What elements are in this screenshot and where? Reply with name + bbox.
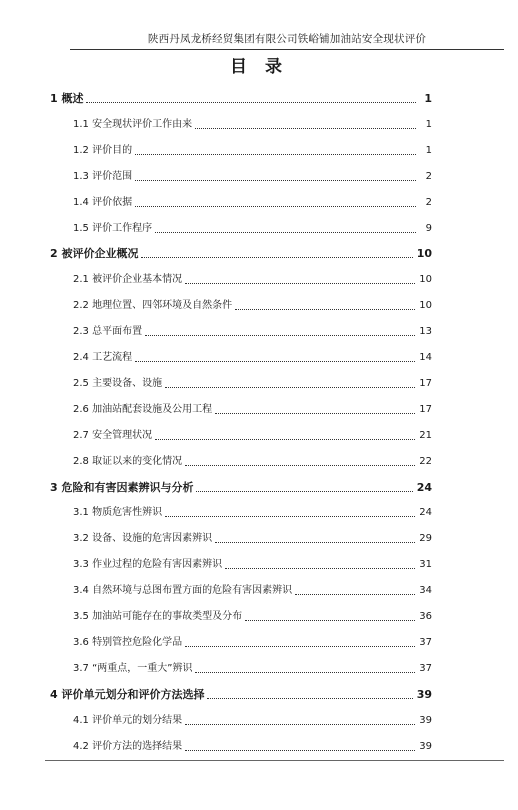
toc-section-entry[interactable] bbox=[50, 138, 432, 158]
toc-page-number: 39 bbox=[416, 687, 432, 701]
toc-page-number: 21 bbox=[419, 429, 432, 441]
running-header: 陕西丹凤龙桥经贸集团有限公司铁峪铺加油站安全现状评价 bbox=[70, 31, 504, 50]
dot-leader bbox=[145, 334, 415, 336]
dot-leader bbox=[135, 179, 416, 181]
toc-page-number: 10 bbox=[419, 274, 432, 286]
dot-leader bbox=[225, 567, 415, 569]
toc-page-number: 2 bbox=[425, 170, 432, 182]
page-title: 目 录 bbox=[230, 57, 288, 77]
dot-leader bbox=[185, 723, 415, 725]
toc-entry-label: 3.1 物质危害性辨识 bbox=[73, 507, 163, 519]
toc-page-number: 24 bbox=[416, 480, 432, 494]
toc-entry-label: 3.3 作业过程的危险有害因素辨识 bbox=[73, 559, 223, 571]
toc-entry-label: 4.1 评价单元的划分结果 bbox=[73, 714, 183, 726]
toc-page-number: 14 bbox=[419, 352, 432, 363]
toc-section-entry[interactable] bbox=[50, 319, 432, 339]
toc-page-number: 31 bbox=[419, 559, 432, 571]
toc-section-entry[interactable] bbox=[50, 734, 432, 754]
dot-leader bbox=[207, 697, 412, 699]
dot-leader bbox=[185, 464, 415, 466]
dot-leader bbox=[215, 412, 415, 414]
dot-leader bbox=[185, 645, 415, 647]
toc-section-entry[interactable] bbox=[50, 216, 432, 236]
toc-section-entry[interactable] bbox=[50, 604, 432, 624]
toc-entry-label: 3.4 自然环境与总图布置方面的危险有害因素辨识 bbox=[73, 585, 293, 597]
toc-section-entry[interactable] bbox=[50, 578, 432, 598]
toc-section-entry[interactable] bbox=[50, 449, 432, 469]
toc-entry-label: 1.1 安全现状评价工作由来 bbox=[73, 118, 193, 130]
toc-entry-label: 4 评价单元划分和评价方法选择 bbox=[50, 687, 205, 701]
toc-page-number: 29 bbox=[419, 533, 432, 545]
toc-page-number: 34 bbox=[419, 585, 432, 597]
toc-entry-label: 4.2 评价方法的选择结果 bbox=[73, 740, 183, 752]
toc-chapter-entry[interactable] bbox=[50, 682, 432, 702]
toc-entry-label: 1.4 评价依据 bbox=[73, 196, 133, 208]
dot-leader bbox=[195, 127, 416, 129]
toc-page-number: 39 bbox=[419, 740, 432, 752]
toc-page-number: 10 bbox=[419, 300, 432, 312]
toc-page-number: 9 bbox=[425, 222, 432, 234]
dot-leader bbox=[185, 282, 415, 284]
toc-section-entry[interactable] bbox=[50, 500, 432, 520]
toc-entry-label: 2.7 安全管理状况 bbox=[73, 429, 153, 441]
toc-entry-label: 3.2 设备、设施的危害因素辨识 bbox=[73, 533, 213, 545]
toc-chapter-entry[interactable] bbox=[50, 241, 432, 261]
toc-section-entry[interactable] bbox=[50, 164, 432, 184]
toc-page-number: 37 bbox=[419, 636, 432, 648]
toc-chapter-entry[interactable] bbox=[50, 86, 432, 106]
toc-page-number: 1 bbox=[424, 92, 432, 105]
toc-page-number: 39 bbox=[419, 714, 432, 726]
toc-chapter-entry[interactable] bbox=[50, 475, 432, 495]
footer-divider bbox=[45, 760, 504, 761]
dot-leader bbox=[196, 490, 412, 492]
toc-section-entry[interactable] bbox=[50, 708, 432, 728]
toc-entry-label: 3.7 “两重点，一重大”辨识 bbox=[73, 662, 193, 674]
toc-section-entry[interactable] bbox=[50, 371, 432, 391]
toc-entry-label: 2.5 主要设备、设施 bbox=[73, 377, 163, 389]
dot-leader bbox=[235, 308, 415, 310]
toc-entry-label: 2.1 被评价企业基本情况 bbox=[73, 274, 183, 286]
dot-leader bbox=[135, 153, 416, 155]
dot-leader bbox=[155, 438, 415, 440]
toc-entry-label: 3.5 加油站可能存在的事故类型及分布 bbox=[73, 611, 243, 622]
dot-leader bbox=[195, 671, 415, 673]
toc-entry-label: 3.6 特别管控危险化学品 bbox=[73, 636, 183, 648]
toc-page-number: 24 bbox=[419, 507, 432, 519]
dot-leader bbox=[135, 205, 416, 207]
toc-page-number: 1 bbox=[425, 118, 432, 130]
toc-page-number: 2 bbox=[425, 196, 432, 208]
toc-page-number: 17 bbox=[419, 377, 432, 389]
toc-entry-label: 2.2 地理位置、四邻环境及自然条件 bbox=[73, 300, 233, 312]
toc-entry-label: 1.5 评价工作程序 bbox=[73, 222, 153, 234]
dot-leader bbox=[245, 619, 415, 621]
toc-section-entry[interactable] bbox=[50, 345, 432, 365]
toc-section-entry[interactable] bbox=[50, 630, 432, 650]
toc-entry-label: 2.8 取证以来的变化情况 bbox=[73, 455, 183, 467]
dot-leader bbox=[165, 515, 415, 517]
toc-entry-label: 1 概述 bbox=[50, 92, 84, 105]
toc-section-entry[interactable] bbox=[50, 112, 432, 132]
toc-section-entry[interactable] bbox=[50, 267, 432, 287]
toc-entry-label: 2.4 工艺流程 bbox=[73, 352, 133, 363]
toc-entry-label: 2 被评价企业概况 bbox=[50, 247, 139, 261]
toc-page-number: 37 bbox=[419, 662, 432, 674]
toc-page-number: 22 bbox=[419, 455, 432, 467]
dot-leader bbox=[215, 541, 415, 543]
toc-section-entry[interactable] bbox=[50, 526, 432, 546]
toc-entry-label: 3 危险和有害因素辨识与分析 bbox=[50, 480, 194, 494]
dot-leader bbox=[295, 593, 415, 595]
toc-page-number: 17 bbox=[419, 403, 432, 415]
toc-section-entry[interactable] bbox=[50, 656, 432, 676]
toc-section-entry[interactable] bbox=[50, 423, 432, 443]
dot-leader bbox=[86, 101, 416, 103]
dot-leader bbox=[165, 386, 415, 388]
toc-section-entry[interactable] bbox=[50, 293, 432, 313]
toc-page-number: 10 bbox=[416, 247, 432, 261]
toc-section-entry[interactable] bbox=[50, 190, 432, 210]
toc-entry-label: 2.3 总平面布置 bbox=[73, 326, 143, 338]
toc-page-number: 13 bbox=[419, 326, 432, 338]
toc-page-number: 36 bbox=[419, 611, 432, 622]
dot-leader bbox=[155, 231, 416, 233]
dot-leader bbox=[135, 360, 415, 362]
toc-entry-label: 2.6 加油站配套设施及公用工程 bbox=[73, 403, 213, 415]
toc-section-entry[interactable] bbox=[50, 397, 432, 417]
toc-page-number: 1 bbox=[425, 144, 432, 156]
dot-leader bbox=[185, 749, 415, 751]
toc-entry-label: 1.2 评价目的 bbox=[73, 144, 133, 156]
toc-entry-label: 1.3 评价范围 bbox=[73, 170, 133, 182]
toc-section-entry[interactable] bbox=[50, 552, 432, 572]
dot-leader bbox=[141, 256, 412, 258]
